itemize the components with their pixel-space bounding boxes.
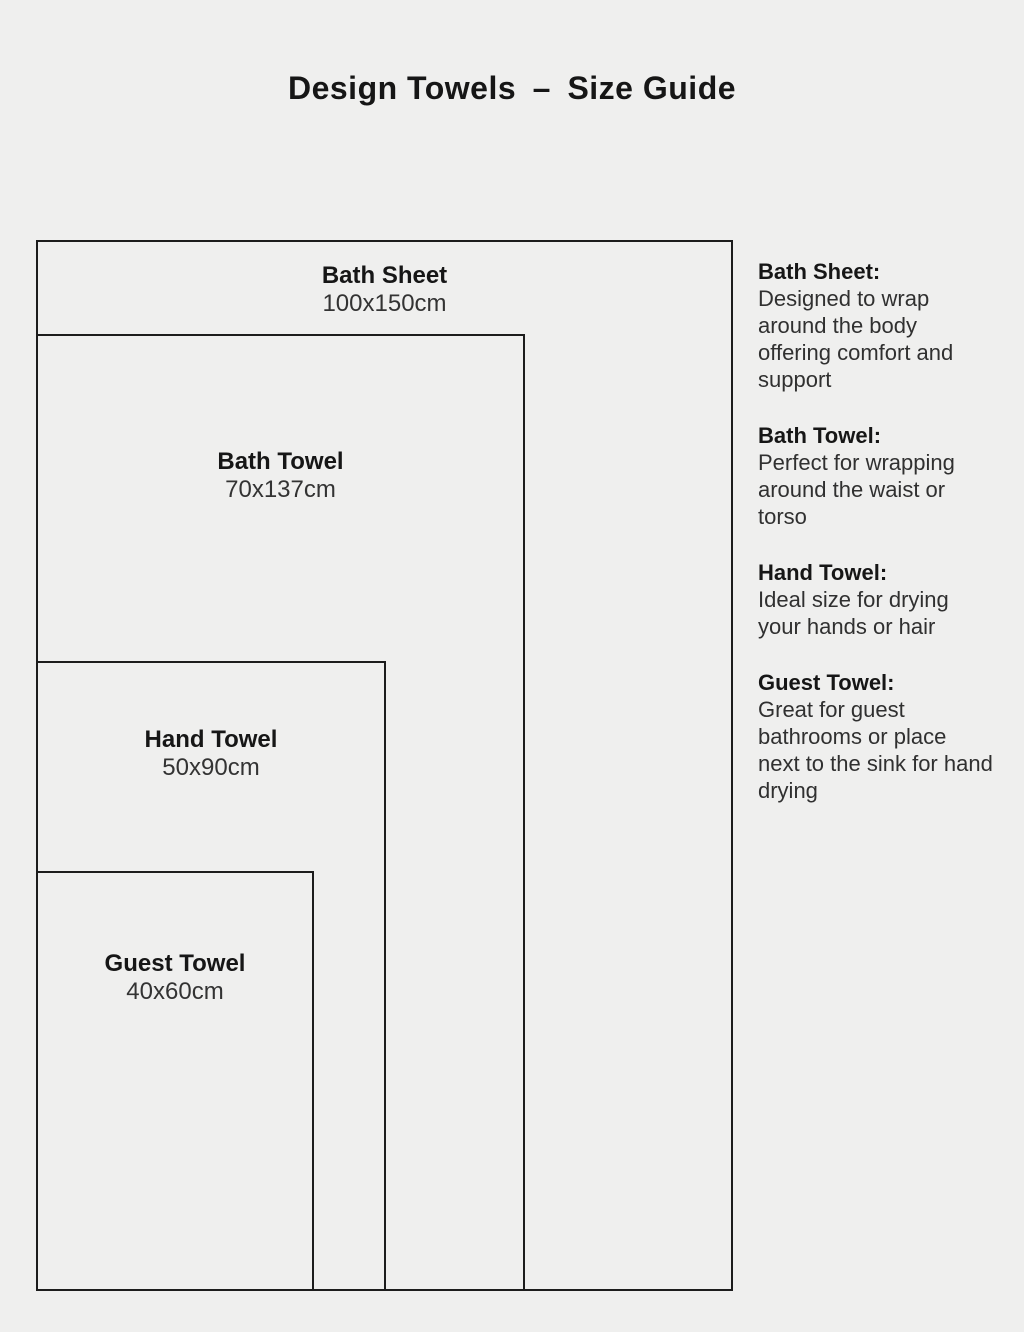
description-body: Great for guest bathrooms or place next to the sink for hand drying	[758, 697, 993, 803]
towel-size: 50x90cm	[162, 754, 260, 781]
description-heading: Bath Towel:	[758, 423, 882, 448]
descriptions-panel	[758, 258, 994, 833]
towel-size: 70x137cm	[225, 476, 336, 503]
description-body: Designed to wrap around the body offering comfort and support	[758, 286, 954, 392]
description-body: Perfect for wrapping around the waist or torso	[758, 450, 955, 529]
page-title: Design Towels – Size Guide	[287, 70, 737, 106]
towel-label-hand-towel	[38, 726, 384, 782]
description-heading: Hand Towel:	[758, 560, 888, 585]
towel-name: Bath Towel	[217, 448, 344, 475]
description-body: Ideal size for drying your hands or hair	[758, 587, 949, 639]
towel-label-bath-sheet	[38, 262, 731, 318]
description-heading: Bath Sheet:	[758, 259, 881, 284]
description-heading: Guest Towel:	[758, 670, 895, 695]
towel-size: 100x150cm	[322, 290, 447, 317]
description-guest-towel	[758, 669, 994, 804]
towel-name: Bath Sheet	[321, 262, 448, 289]
description-bath-towel	[758, 422, 994, 530]
description-hand-towel	[758, 559, 994, 640]
towel-name: Guest Towel	[104, 950, 246, 977]
towel-label-guest-towel	[38, 950, 312, 1006]
towel-size: 40x60cm	[126, 978, 224, 1005]
description-bath-sheet	[758, 258, 994, 393]
towel-rect-guest-towel	[36, 871, 314, 1291]
towel-name: Hand Towel	[144, 726, 278, 753]
towel-label-bath-towel	[38, 448, 523, 504]
